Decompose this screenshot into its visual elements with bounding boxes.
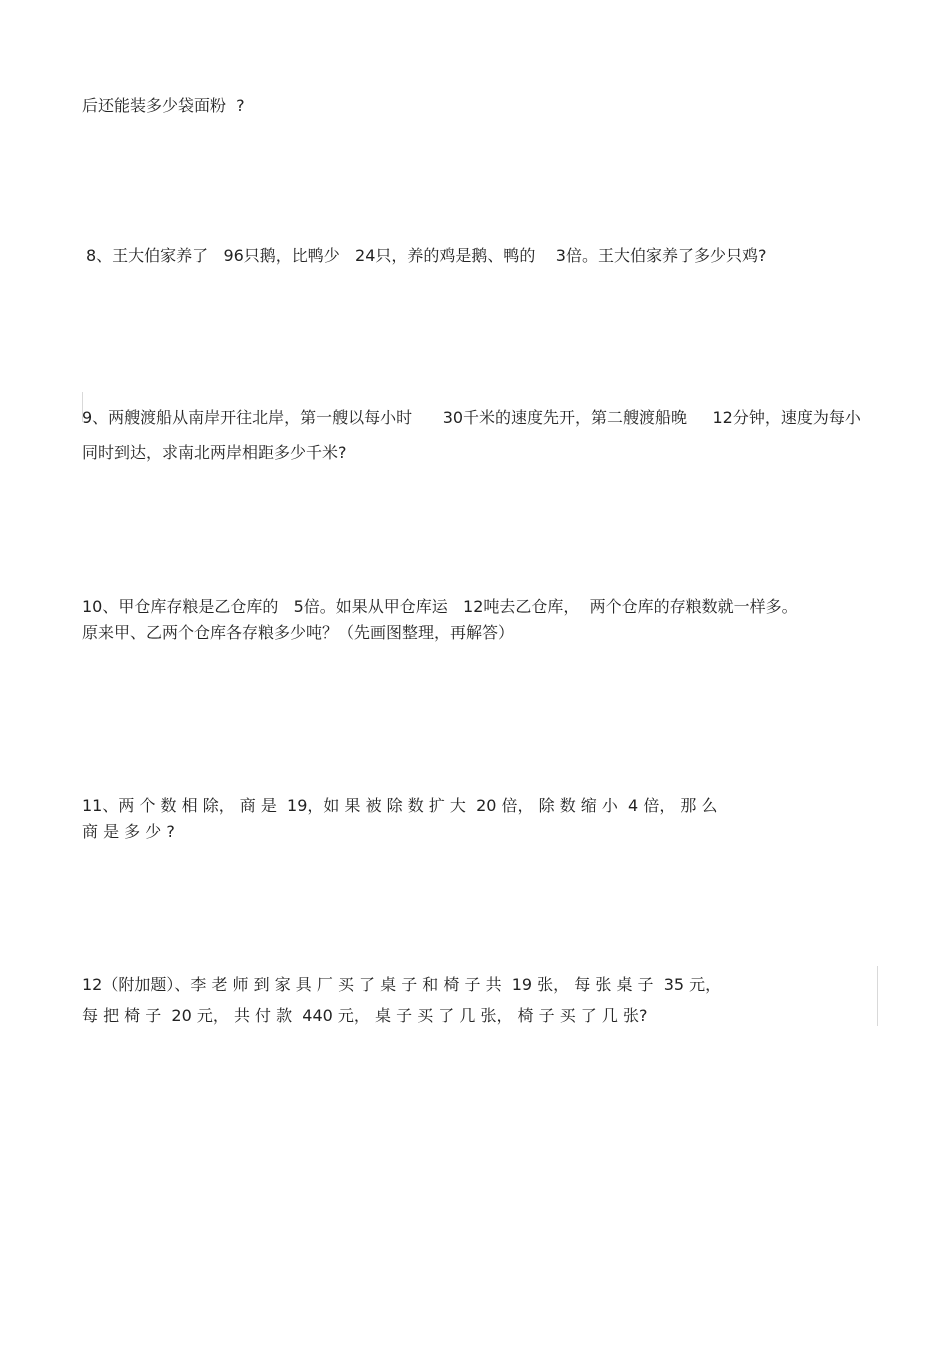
question-9-line-2: 同时到达，求南北两岸相距多少千米? <box>82 443 347 462</box>
question-7-continuation: 后还能装多少袋面粉 ? <box>82 96 245 115</box>
question-11-line-2: 商 是 多 少 ? <box>82 822 175 841</box>
question-10-line-2: 原来甲、乙两个仓库各存粮多少吨？（先画图整理，再解答） <box>82 623 515 642</box>
question-11-line-1: 11、两 个 数 相 除， 商 是 19，如 果 被 除 数 扩 大 20 倍， 除 数 缩 小 4 倍， 那 么 <box>82 796 718 815</box>
question-12-line-2: 每 把 椅 子 20 元， 共 付 款 440 元， 桌 子 买 了 几 张， 椅 子 买 了 几 张? <box>82 1006 648 1025</box>
margin-mark <box>877 966 878 1026</box>
question-12-line-1: 12（附加题）、李 老 师 到 家 具 厂 买 了 桌 子 和 椅 子 共 19 张， 每 张 桌 子 35 元， <box>82 975 722 994</box>
question-10-line-1: 10、甲仓库存粮是乙仓库的 5倍。如果从甲仓库运 12吨去乙仓库， 两个仓库的存粮数就一样多。 <box>82 597 798 616</box>
question-8: 8、王大伯家养了 96只鹅，比鸭少 24只，养的鸡是鹅、鸭的 3倍。王大伯家养了多少只鸡? <box>86 246 767 265</box>
question-9-line-1: 9、两艘渡船从南岸开往北岸，第一艘以每小时 30千米的速度先开，第二艘渡船晚 12分钟，速度为每小 <box>82 408 861 427</box>
